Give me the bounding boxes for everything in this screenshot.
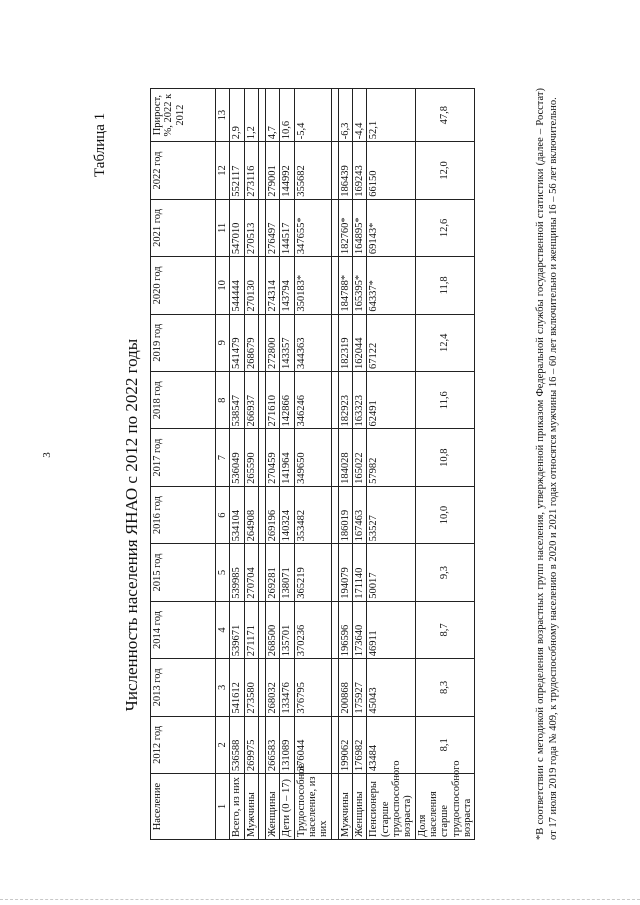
population-table <box>150 88 475 840</box>
row-label: Мужчины <box>244 774 258 840</box>
value-cell: 184788* <box>338 257 352 314</box>
column-index-cell: 4 <box>216 601 230 658</box>
spacer-cell <box>258 372 265 429</box>
value-cell: 173640 <box>352 601 366 658</box>
value-cell: 142866 <box>280 372 294 429</box>
value-cell: 141964 <box>280 429 294 486</box>
value-cell: 135701 <box>280 601 294 658</box>
spacer-cell <box>331 372 338 429</box>
spacer-cell <box>258 716 265 773</box>
value-cell: 8,3 <box>415 659 475 716</box>
value-cell: 194079 <box>338 544 352 601</box>
value-cell: 539985 <box>230 544 244 601</box>
column-header: 2014 год <box>151 601 216 658</box>
value-cell: 355682 <box>294 142 331 199</box>
row-label: Доля населения старше трудоспособного возраста <box>415 774 475 840</box>
value-cell: 270459 <box>265 429 279 486</box>
value-cell: 273580 <box>244 659 258 716</box>
value-cell: 50017 <box>367 544 415 601</box>
value-cell: 10,6 <box>280 89 294 142</box>
value-cell: 184028 <box>338 429 352 486</box>
value-cell: 536588 <box>230 716 244 773</box>
table-row <box>294 89 331 840</box>
column-header: Прирост, %, 2022 к 2012 <box>151 89 216 142</box>
value-cell: 264908 <box>244 486 258 543</box>
value-cell: 164895* <box>352 199 366 256</box>
value-cell: 47,8 <box>415 89 475 142</box>
table-header-row <box>151 89 216 840</box>
value-cell: 176982 <box>352 716 366 773</box>
column-header: 2019 год <box>151 314 216 371</box>
value-cell: 353482 <box>294 486 331 543</box>
row-label: Трудоспособное население, из них <box>294 774 331 840</box>
column-index-row <box>216 89 230 840</box>
value-cell: 64337* <box>367 257 415 314</box>
document-title: Численность населения ЯНАО с 2012 по 2022 годы <box>122 338 141 712</box>
spacer-cell <box>331 659 338 716</box>
value-cell: -6,3 <box>338 89 352 142</box>
column-header: 2021 год <box>151 199 216 256</box>
value-cell: 143794 <box>280 257 294 314</box>
column-header: 2020 год <box>151 257 216 314</box>
value-cell: 11,6 <box>415 372 475 429</box>
spacer-cell <box>258 199 265 256</box>
row-label: Всего, из них <box>230 774 244 840</box>
value-cell: 276497 <box>265 199 279 256</box>
spacer-cell <box>331 199 338 256</box>
value-cell: 269196 <box>265 486 279 543</box>
value-cell: 349650 <box>294 429 331 486</box>
column-header: 2012 год <box>151 716 216 773</box>
value-cell: 10,0 <box>415 486 475 543</box>
value-cell: 346246 <box>294 372 331 429</box>
column-header: 2018 год <box>151 372 216 429</box>
column-index-cell: 3 <box>216 659 230 716</box>
value-cell: 370236 <box>294 601 331 658</box>
column-index-cell: 1 <box>216 774 230 840</box>
spacer-cell <box>331 601 338 658</box>
value-cell: 538547 <box>230 372 244 429</box>
value-cell: 169243 <box>352 142 366 199</box>
value-cell: 541612 <box>230 659 244 716</box>
value-cell: 182760* <box>338 199 352 256</box>
value-cell: 186019 <box>338 486 352 543</box>
value-cell: 200868 <box>338 659 352 716</box>
value-cell: 12,6 <box>415 199 475 256</box>
value-cell: 182319 <box>338 314 352 371</box>
page-number: 3 <box>41 452 53 458</box>
value-cell: 57982 <box>367 429 415 486</box>
value-cell: -5,4 <box>294 89 331 142</box>
value-cell: 272800 <box>265 314 279 371</box>
spacer-cell <box>331 429 338 486</box>
population-table-wrapper <box>150 88 475 840</box>
table-label: Таблица 1 <box>92 112 108 177</box>
table-row <box>338 89 352 840</box>
value-cell: 544444 <box>230 257 244 314</box>
table-row <box>230 89 244 840</box>
value-cell: 347655* <box>294 199 331 256</box>
spacer-row <box>258 89 265 840</box>
value-cell: 547010 <box>230 199 244 256</box>
value-cell: 12,0 <box>415 142 475 199</box>
value-cell: 274314 <box>265 257 279 314</box>
column-index-cell: 12 <box>216 142 230 199</box>
spacer-cell <box>331 257 338 314</box>
value-cell: 271610 <box>265 372 279 429</box>
value-cell: 167463 <box>352 486 366 543</box>
value-cell: 140324 <box>280 486 294 543</box>
value-cell: 270513 <box>244 199 258 256</box>
value-cell: 53527 <box>367 486 415 543</box>
value-cell: 163323 <box>352 372 366 429</box>
value-cell: 268032 <box>265 659 279 716</box>
value-cell: 350183* <box>294 257 331 314</box>
value-cell: 552117 <box>230 142 244 199</box>
column-header: 2022 год <box>151 142 216 199</box>
value-cell: 1,2 <box>244 89 258 142</box>
spacer-cell <box>258 89 265 142</box>
value-cell: 266583 <box>265 716 279 773</box>
value-cell: 376795 <box>294 659 331 716</box>
column-index-cell: 11 <box>216 199 230 256</box>
column-index-cell: 2 <box>216 716 230 773</box>
column-header: 2013 год <box>151 659 216 716</box>
spacer-cell <box>331 544 338 601</box>
spacer-cell <box>331 89 338 142</box>
row-label: Дети (0 – 17) <box>280 774 294 840</box>
value-cell: 199062 <box>338 716 352 773</box>
table-row <box>352 89 366 840</box>
table-row <box>280 89 294 840</box>
value-cell: 144992 <box>280 142 294 199</box>
column-header-population: Население <box>151 774 216 840</box>
row-label: Женщины <box>352 774 366 840</box>
value-cell: 269281 <box>265 544 279 601</box>
value-cell: 143357 <box>280 314 294 371</box>
value-cell: 165022 <box>352 429 366 486</box>
spacer-cell <box>258 659 265 716</box>
spacer-cell <box>331 314 338 371</box>
spacer-row <box>331 89 338 840</box>
spacer-cell <box>258 314 265 371</box>
value-cell: 11,8 <box>415 257 475 314</box>
column-index-cell: 10 <box>216 257 230 314</box>
spacer-cell <box>331 486 338 543</box>
value-cell: 536049 <box>230 429 244 486</box>
value-cell: 62491 <box>367 372 415 429</box>
value-cell: 265590 <box>244 429 258 486</box>
value-cell: 131089 <box>280 716 294 773</box>
spacer-cell <box>331 142 338 199</box>
value-cell: 46911 <box>367 601 415 658</box>
value-cell: 534104 <box>230 486 244 543</box>
column-index-cell: 7 <box>216 429 230 486</box>
column-header: 2017 год <box>151 429 216 486</box>
value-cell: 539671 <box>230 601 244 658</box>
value-cell: 138071 <box>280 544 294 601</box>
value-cell: 66150 <box>367 142 415 199</box>
table-row <box>265 89 279 840</box>
value-cell: 10,8 <box>415 429 475 486</box>
column-header: 2016 год <box>151 486 216 543</box>
table-row <box>367 89 415 840</box>
value-cell: 133476 <box>280 659 294 716</box>
value-cell: 268500 <box>265 601 279 658</box>
value-cell: 266937 <box>244 372 258 429</box>
value-cell: 273116 <box>244 142 258 199</box>
row-label: Мужчины <box>338 774 352 840</box>
value-cell: 182923 <box>338 372 352 429</box>
value-cell: 12,4 <box>415 314 475 371</box>
column-index-cell: 13 <box>216 89 230 142</box>
value-cell: 43484 <box>367 716 415 773</box>
value-cell: 8,7 <box>415 601 475 658</box>
table-row <box>415 89 475 840</box>
value-cell: 270130 <box>244 257 258 314</box>
value-cell: -4,4 <box>352 89 366 142</box>
column-index-cell: 5 <box>216 544 230 601</box>
spacer-cell <box>331 716 338 773</box>
value-cell: 196596 <box>338 601 352 658</box>
value-cell: 2,9 <box>230 89 244 142</box>
value-cell: 45043 <box>367 659 415 716</box>
column-index-cell: 8 <box>216 372 230 429</box>
value-cell: 541479 <box>230 314 244 371</box>
value-cell: 270704 <box>244 544 258 601</box>
value-cell: 271171 <box>244 601 258 658</box>
value-cell: 162044 <box>352 314 366 371</box>
value-cell: 69143* <box>367 199 415 256</box>
value-cell: 67122 <box>367 314 415 371</box>
column-index-cell: 6 <box>216 486 230 543</box>
spacer-cell <box>258 774 265 840</box>
column-index-cell: 9 <box>216 314 230 371</box>
spacer-cell <box>258 486 265 543</box>
spacer-cell <box>258 142 265 199</box>
value-cell: 269975 <box>244 716 258 773</box>
value-cell: 365219 <box>294 544 331 601</box>
row-label: Женщины <box>265 774 279 840</box>
value-cell: 376044 <box>294 716 331 773</box>
value-cell: 175927 <box>352 659 366 716</box>
table-row <box>244 89 258 840</box>
spacer-cell <box>258 429 265 486</box>
value-cell: 9,3 <box>415 544 475 601</box>
value-cell: 344363 <box>294 314 331 371</box>
scan-edge-line <box>0 899 640 900</box>
value-cell: 165395* <box>352 257 366 314</box>
value-cell: 268679 <box>244 314 258 371</box>
spacer-cell <box>258 544 265 601</box>
spacer-cell <box>258 257 265 314</box>
spacer-cell <box>331 774 338 840</box>
footnote: *В соответствии с методикой определения возрастных групп населения, утвержденной приказом Федеральной службы государственной статистики (далее – Росстат) от 17 июля 2019 года № 409, к трудоспособному населению в 2020 и 2021 годах относятся мужчины 16 – 60 лет включительно и женщины 16 – 56 лет включительно. <box>535 88 559 840</box>
column-header: 2015 год <box>151 544 216 601</box>
value-cell: 186439 <box>338 142 352 199</box>
value-cell: 52,1 <box>367 89 415 142</box>
value-cell: 279001 <box>265 142 279 199</box>
spacer-cell <box>258 601 265 658</box>
row-label: Пенсионеры (старше трудоспособного возраста) <box>367 774 415 840</box>
value-cell: 8,1 <box>415 716 475 773</box>
value-cell: 171140 <box>352 544 366 601</box>
value-cell: 144517 <box>280 199 294 256</box>
table-body <box>216 89 475 840</box>
value-cell: 4,7 <box>265 89 279 142</box>
